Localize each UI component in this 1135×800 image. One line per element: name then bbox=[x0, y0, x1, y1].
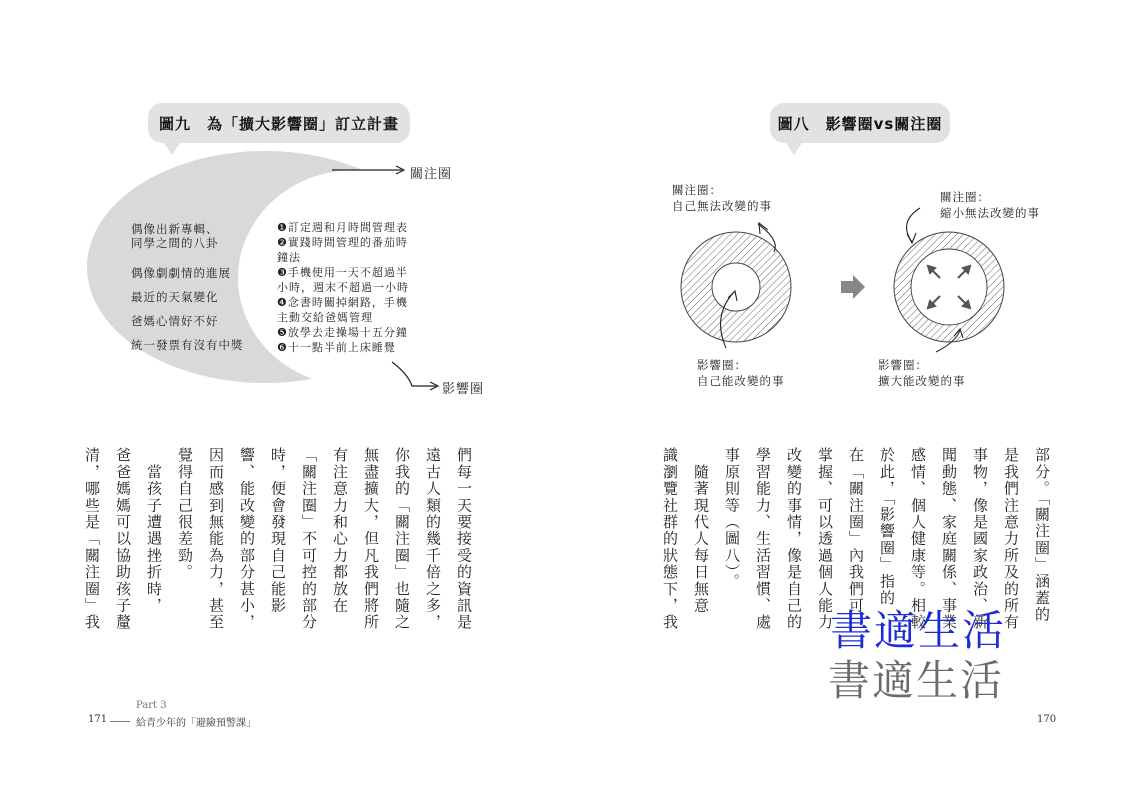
concern-item: 偶像出新專輯、 bbox=[131, 222, 219, 236]
text-column: 因而感到無能為力，甚至 bbox=[207, 447, 225, 631]
plan-item: ❹念書時關掉網路，手機 bbox=[277, 296, 408, 309]
text-column: 遠古人類的幾千倍之多， bbox=[424, 447, 442, 631]
text-column: 在「關注圈」內我們可 bbox=[847, 447, 865, 614]
text-column: 改變的事情，像是自己的 bbox=[785, 447, 803, 631]
page-number-left: 171 bbox=[88, 714, 108, 725]
fig8-left-influence-label: 影響圈： 自己能改變的事 bbox=[697, 358, 785, 388]
text-column: 當孩子遭遇挫折時， bbox=[145, 447, 163, 614]
plan-item: ❻十一點半前上床睡覺 bbox=[277, 341, 396, 354]
footer-rule bbox=[110, 721, 130, 722]
plan-item: ❶訂定週和月時間管理表 bbox=[277, 221, 408, 234]
influence-circle-label: 影響圈 bbox=[442, 382, 485, 397]
text-column: 爸爸媽媽可以協助孩子釐 bbox=[114, 447, 132, 631]
text-column: 清，哪些是「關注圈」我 bbox=[83, 447, 101, 631]
plan-item: ❷實踐時間管理的番茄時 bbox=[277, 236, 408, 249]
text-column: 於此，「影響圈」指的 bbox=[878, 447, 896, 607]
concern-item: 最近的天氣變化 bbox=[131, 290, 219, 304]
text-column: 有注意力和心力都放在 bbox=[331, 447, 349, 614]
fig8-left-concern-label: 關注圈： 自己無法改變的事 bbox=[672, 183, 772, 213]
text-column: 無盡擴大，但凡我們將所 bbox=[362, 447, 380, 631]
page-number-right: 170 bbox=[1037, 714, 1057, 725]
text-column: 學習能力、生活習慣、處 bbox=[754, 447, 772, 631]
watermark-top: 書適生活 bbox=[830, 606, 1007, 655]
influence-core-expanded-shape bbox=[911, 249, 987, 325]
fig8-right-concern-label: 關注圈： 縮小無法改變的事 bbox=[940, 190, 1040, 220]
text-column: 部分。「關注圈」涵蓋的 bbox=[1033, 447, 1051, 624]
plan-item: 鐘法 bbox=[277, 251, 301, 264]
text-column: 感情、個人健康等。相較 bbox=[909, 447, 927, 631]
text-column: 隨著現代人每日無意 bbox=[692, 447, 710, 614]
concern-item: 統一發票有沒有中獎 bbox=[131, 338, 244, 352]
figure-8-title: 圖八 影響圈vs關注圈 bbox=[770, 103, 950, 143]
plan-item: ❺放學去走操場十五分鐘 bbox=[277, 326, 408, 339]
text-column: 時，便會發現自己能影 bbox=[269, 447, 287, 614]
text-column: 是我們注意力所及的所有 bbox=[1002, 447, 1020, 631]
figure-9-title: 圖九 為「擴大影響圈」訂立計畫 bbox=[148, 103, 410, 143]
plan-items-list bbox=[277, 220, 409, 355]
influence-core-shape bbox=[712, 263, 760, 311]
text-column: 事物，像是國家政治、新 bbox=[971, 447, 989, 631]
text-column: 事原則等（圖八）。 bbox=[723, 447, 741, 590]
text-column: 覺得自己很差勁。 bbox=[176, 447, 194, 581]
text-column: 你我的「關注圈」也隨之 bbox=[393, 447, 411, 631]
watermark-bottom: 書適生活 bbox=[828, 656, 1005, 705]
text-column: 掌握、可以透過個人能力 bbox=[816, 447, 834, 631]
plan-item: ❸手機使用一天不超過半 bbox=[277, 266, 408, 279]
concern-item: 偶像劇劇情的進展 bbox=[131, 266, 231, 280]
fig8-right-influence-label: 影響圈： 擴大能改變的事 bbox=[878, 358, 966, 388]
text-column: 聞動態、家庭關係、事業 bbox=[940, 447, 958, 631]
concern-item: 爸媽心情好不好 bbox=[131, 314, 219, 328]
running-footer-part: Part 3 bbox=[136, 700, 167, 711]
text-column: 識瀏覽社群的狀態下，我 bbox=[661, 447, 679, 631]
running-footer-title: 給青少年的「避險預警課」 bbox=[136, 718, 256, 729]
text-column: 們每一天要接受的資訊是 bbox=[455, 447, 473, 631]
text-column: 「關注圈」不可控的部分 bbox=[300, 447, 318, 631]
text-column: 響、能改變的部分甚小， bbox=[238, 447, 256, 631]
plan-item: 主動交給爸媽管理 bbox=[277, 311, 373, 324]
concern-item: 同學之間的八卦 bbox=[131, 236, 219, 250]
plan-item: 小時，週末不超過一小時 bbox=[277, 281, 409, 294]
concern-circle-label: 關注圈 bbox=[410, 167, 453, 182]
